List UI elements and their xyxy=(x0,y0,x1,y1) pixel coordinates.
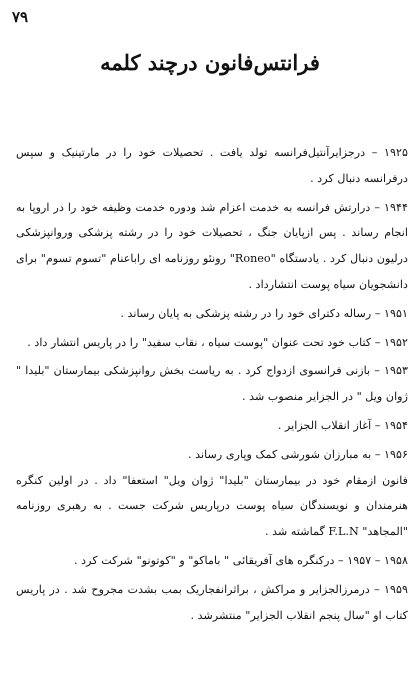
paragraph-1951: ۱۹۵۱ – رساله دکترای خود را در رشته پزشکی به پایان رساند . xyxy=(120,306,408,320)
paragraph-1957-1958: ۱۹۵۸ – ۱۹۵۷ – درکنگره های آفریقائی " باماکو" و "کوتونو" شرکت کرد . xyxy=(74,553,408,567)
paragraph-1952: ۱۹۵۲ – کتاب خود تحت عنوان "پوست سیاه ، نقاب سفید" را در پاریس انتشار داد . xyxy=(27,335,408,349)
paragraph-1959: ۱۹۵۹ – درمرزالجزایر و مراکش ، براثرانفجاریک بمب بشدت مجروح شد . در پاریس کتاب او "سال پنجم انقلاب الجزایر" منتشرشد . xyxy=(16,582,408,622)
paragraph-1956: ۱۹۵۶ – به مبارزان شورشی کمک وپاری رساند . xyxy=(188,447,408,461)
paragraph-1944: ۱۹۴۴ – درارتش فرانسه به خدمت اعزام شد ودوره خدمت وظیفه خود را در اروپا به انجام رساند . پس ازپایان جنگ ، تحصیلات خود را در رشته پزشکی وروانپزشکی درلیون دنبال کرد . یادستگاه "Roneo" رونئو روزنامه ای راباعنام "تسوم تسوم" برای دانشجویان سیاه پوست انتشارداد . xyxy=(16,200,409,291)
paragraph-1953: ۱۹۵۳ – بازنی فرانسوی ازدواج کرد . به ریاست بخش روانپزشکی بیمارستان "بلیدا " ژوان ویل " در الجزایر منصوب شد . xyxy=(16,364,408,404)
paragraph-1954: ۱۹۵۴ – آغاز انقلاب الجزایر . xyxy=(277,418,408,432)
paragraph-fanon-resignation: فانون ازمقام خود در بیمارستان "بلیدا" ژوان ویل" استعفا" داد . در اولین کنگره هنرمندان و نویسندگان سیاه پوست درپاریس شرکت جست . به رهبری روزنامه "المجاهد" F.L.N گماشته شد . xyxy=(16,473,408,539)
chapter-title: فرانتس‌فانون درچند کلمه xyxy=(100,50,320,75)
chronology-text xyxy=(16,140,408,628)
paragraph-1925: ۱۹۲۵ – درجزایرآنتیل‌فرانسه تولد یافت . تحصیلات خود را در مارتینیک و سپس درفرانسه دنبال کرد . xyxy=(16,146,408,185)
page-number: ۷۹ xyxy=(12,8,29,26)
